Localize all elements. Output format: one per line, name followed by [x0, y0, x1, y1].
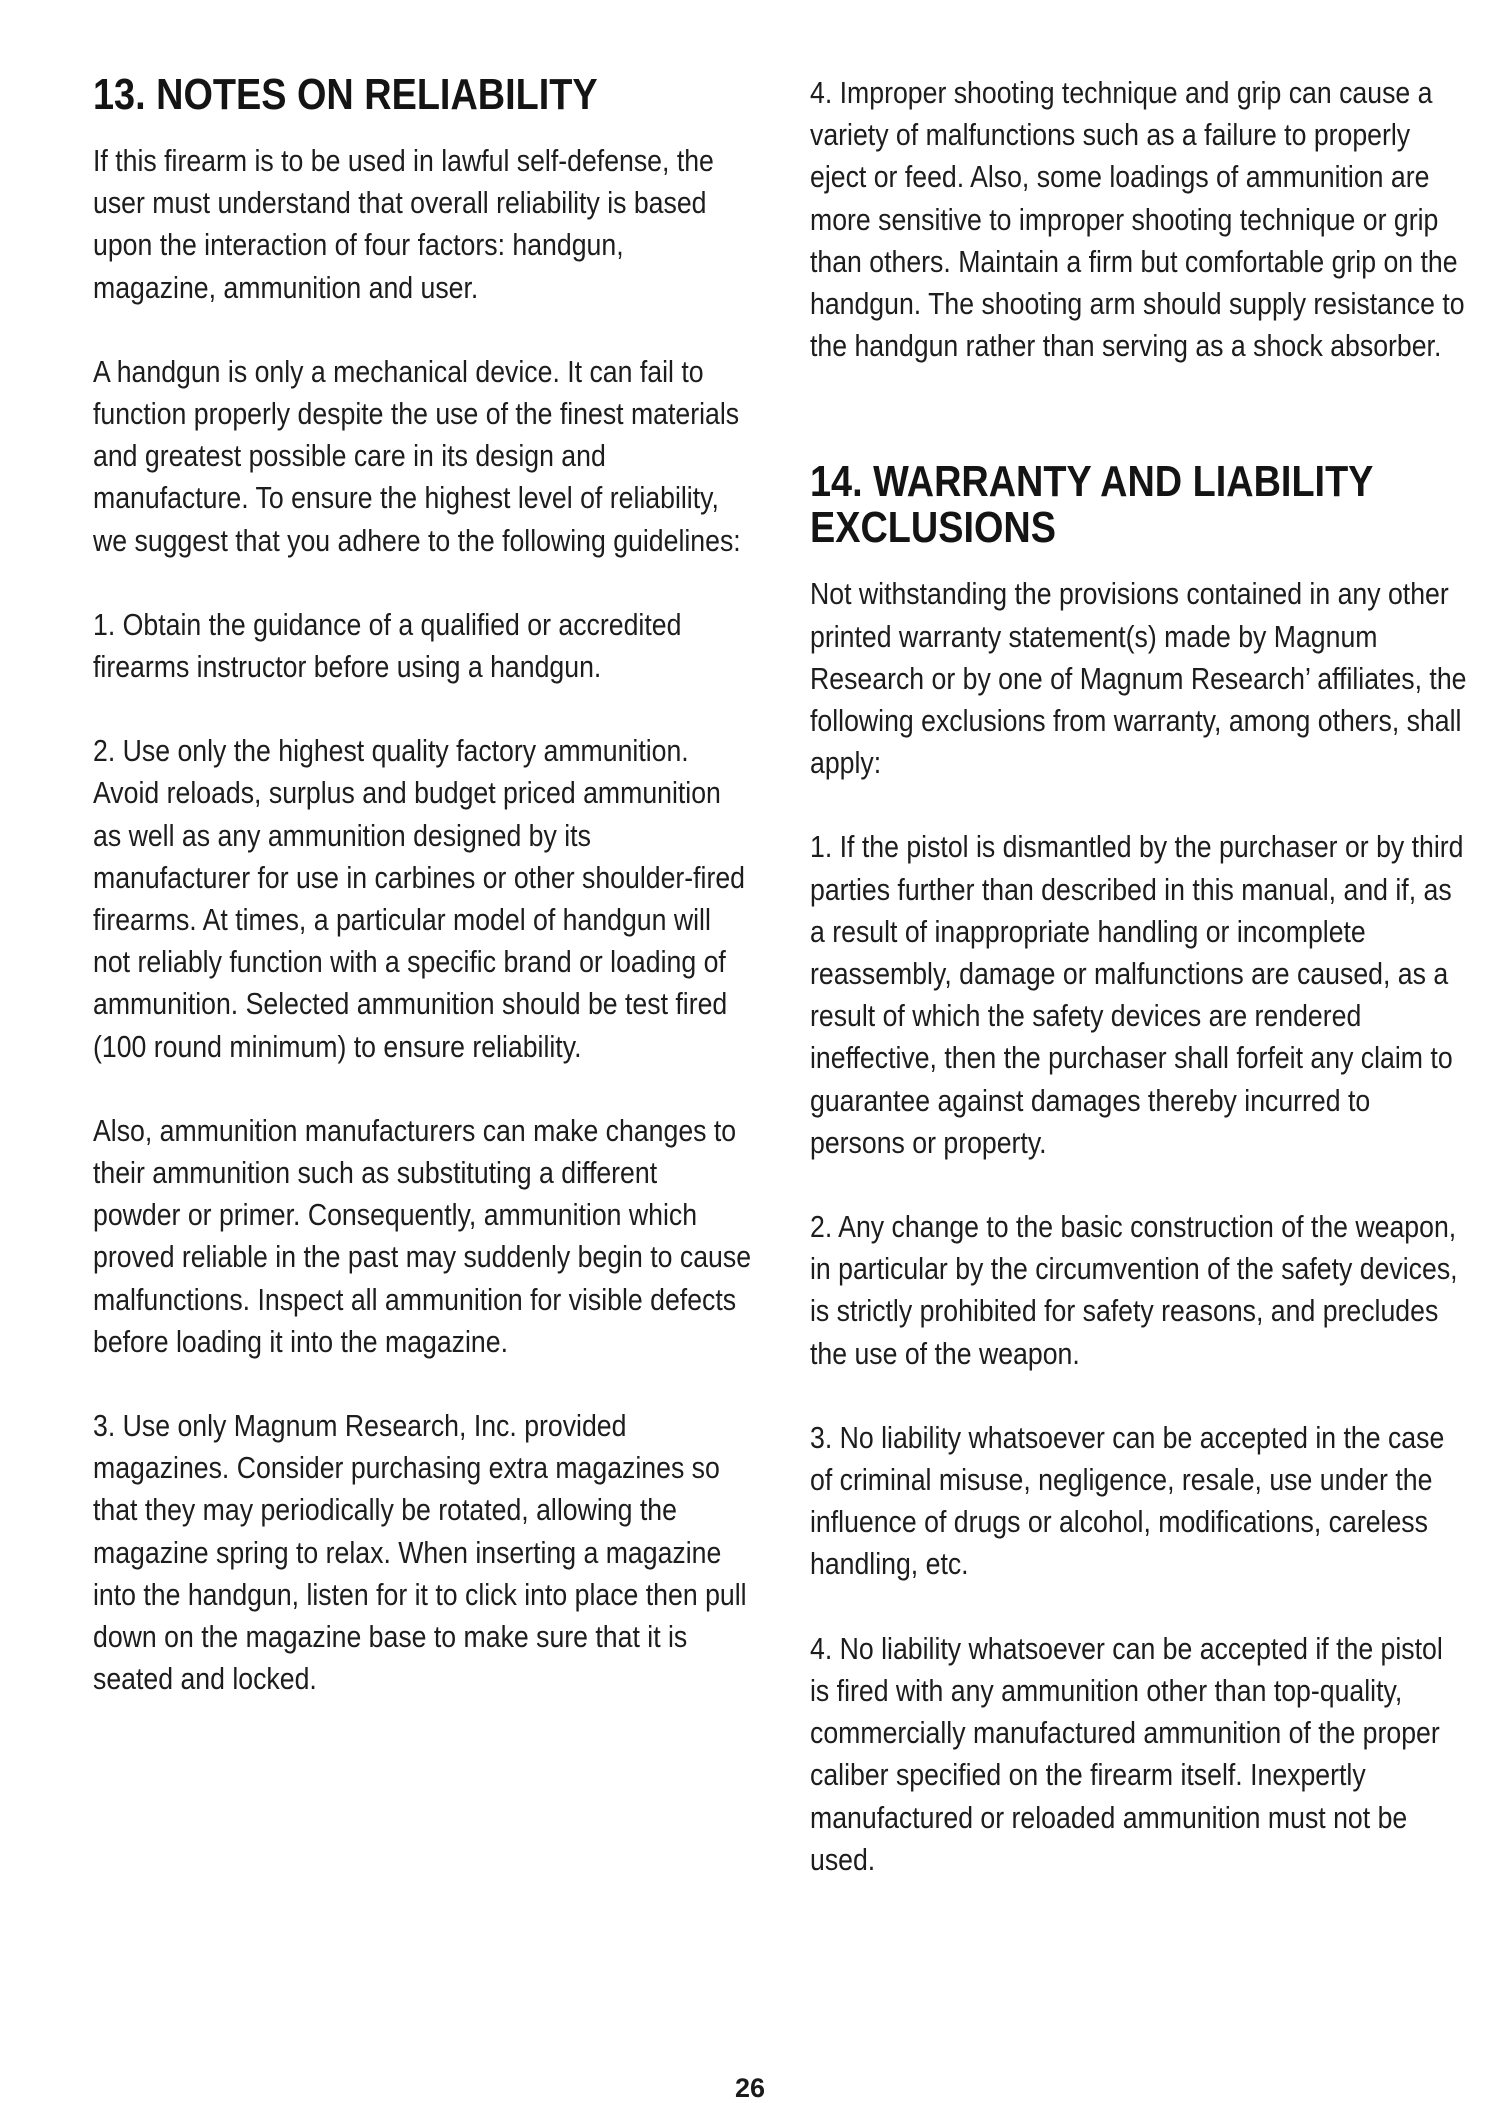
exclusion-4-paragraph: 4. No liability whatsoever can be accepted if the pistol is fired with any ammunition other than top-quality, commercially manufactured ammunition of the proper caliber specified on the firearm itself. Inexpertly manufactured or reloaded ammunition must not be used.: [810, 1630, 1443, 1877]
section-14-heading: 14. WARRANTY AND LIABILITY EXCLUSIONS: [810, 457, 1373, 553]
guideline-2-paragraph: 2. Use only the highest quality factory ammunition. Avoid reloads, surplus and budget priced ammunition as well as any ammunition designed by its manufacturer for use in carbines or other shoulder-fired firearms. At times, a particular model of handgun will not reliably function with a specific brand or loading of ammunition. Selected ammunition should be test fired (100 round minimum) to ensure reliability.: [93, 733, 746, 1064]
guideline-4-paragraph: 4. Improper shooting technique and grip can cause a variety of malfunctions such as a failure to properly eject or feed. Also, some loadings of ammunition are more sensitive to improper shooting technique or grip than others. Maintain a firm but comfortable grip on the handgun. The shooting arm should supply resistance to the handgun rather than serving as a shock absorber.: [810, 75, 1465, 364]
left-column: [93, 72, 753, 1743]
exclusion-1-paragraph: 1. If the pistol is dismantled by the purchaser or by third parties further than described in this manual, and if, as a result of inappropriate handling or incomplete reassembly, damage or malfunctions are caused, as a result of which the safety devices are rendered ineffective, then the purchaser shall forfeit any claim to guarantee against damages thereby incurred to persons or property.: [810, 829, 1464, 1160]
guideline-1-paragraph: 1. Obtain the guidance of a qualified or accredited firearms instructor before using a handgun.: [93, 606, 682, 685]
exclusion-3-paragraph: 3. No liability whatsoever can be accepted in the case of criminal misuse, negligence, resale, use under the influence of drugs or alcohol, modifications, careless handling, etc.: [810, 1419, 1445, 1582]
warranty-intro-paragraph: Not withstanding the provisions contained in any other printed warranty statement(s) made by Magnum Research or by one of Magnum Research’ affiliates, the following exclusions from warranty, among others, shall apply:: [810, 576, 1467, 781]
ammunition-changes-paragraph: Also, ammunition manufacturers can make changes to their ammunition such as substituting a different powder or primer. Consequently, ammunition which proved reliable in the past may suddenly begin to cause malfunctions. Inspect all ammunition for visible defects before loading it into the magazine.: [93, 1112, 752, 1359]
section-13-heading: 13. NOTES ON RELIABILITY: [93, 70, 598, 119]
section-spacer: [810, 409, 1470, 445]
reliability-intro-paragraph: If this firearm is to be used in lawful self-defense, the user must understand that overall reliability is based upon the interaction of four factors: handgun, magazine, ammunition and user.: [93, 143, 714, 305]
right-column: [810, 72, 1470, 1923]
guideline-3-paragraph: 3. Use only Magnum Research, Inc. provided magazines. Consider purchasing extra magazines so that they may periodically be rotated, allowing the magazine spring to relax. When inserting a magazine into the handgun, listen for it to click into place then pull down on the magazine base to make sure that it is seated and locked.: [93, 1408, 747, 1697]
page-number: 26: [734, 2073, 766, 2103]
exclusion-2-paragraph: 2. Any change to the basic construction of the weapon, in particular by the circumvention of the safety devices, is strictly prohibited for safety reasons, and precludes the use of the weapon.: [810, 1209, 1458, 1371]
mechanical-device-paragraph: A handgun is only a mechanical device. It can fail to function properly despite the use of the finest materials and greatest possible care in its design and manufacture. To ensure the highest level of reliability, we suggest that you adhere to the following guidelines:: [93, 353, 741, 558]
